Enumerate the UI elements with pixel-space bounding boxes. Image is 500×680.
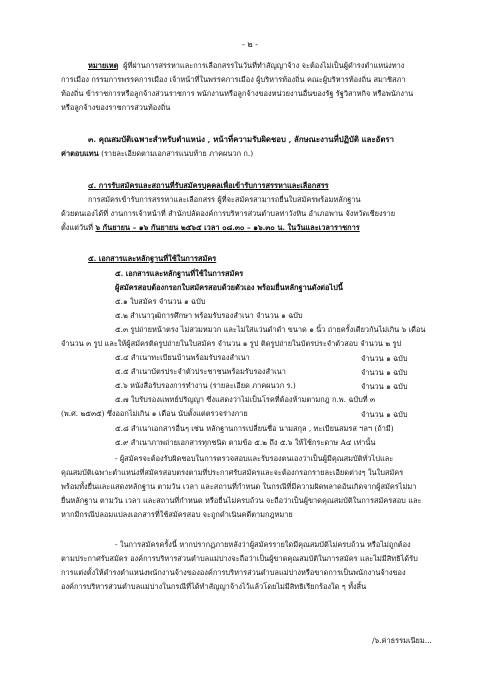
list-item: ๕.๙ สำเนาภาพถ่ายเอกสารทุกชนิด ตามข้อ ๕.๒ ถึง ๕.๖ ให้ใช้กระดาษ A๔ เท่านั้น bbox=[115, 438, 376, 447]
para1-line: - ผู้สมัครจะต้องรับผิดชอบในการตรวจสอบและรับรองตนเองว่าเป็นผู้มีคุณสมบัติทั่วไปและ bbox=[115, 454, 394, 463]
list-item: ๕.๓ รูปถ่ายหน้าตรง ไม่สวมหมวก และไม่ใส่แว่นดำดำ ขนาด ๑ นิ้ว ถ่ายครั้งเดียวกันไม่เกิน ๖ เดือน bbox=[115, 325, 426, 334]
list-item: ๕.๗ ใบรับรองแพทย์ปริญญา ซึ่งแสดงว่าไม่เป็นโรคที่ต้องห้ามตามกฎ ก.พ. ฉบับที่ ๓ bbox=[115, 395, 376, 404]
list-item-qty: จำนวน ๑ ฉบับ bbox=[361, 382, 408, 391]
section5-sub-heading-2: ผู้สมัครสอบต้องกรอกใบสมัครสอบด้วยตัวเอง พร้อมยื่นหลักฐานดังต่อไปนี้ bbox=[115, 283, 343, 292]
para2-line: - ในการสมัครครั้งนี้ หากปรากฏภายหลังว่าผู้สมัครรายใดมีคุณสมบัติไม่ครบถ้วน หรือไม่ถูกต้อง bbox=[115, 540, 411, 549]
section4-heading: ๔. การรับสมัครและสถานที่รับสมัครบุคคลเพื่อเข้ารับการสรรหาและเลือกสรร bbox=[88, 181, 329, 190]
para1-line: ยื่นหลักฐาน ตามวัน เวลา และสถานที่กำหนด หรือยื่นไม่ครบถ้วน จะถือว่าเป็นผู้ขาดคุณสมบัติในการสมัครสอบ และ bbox=[61, 496, 422, 505]
list-item: ๕.๔ สำเนาทะเบียนบ้านพร้อมรับรองสำเนา bbox=[115, 353, 250, 362]
section5-sub-heading: ๕. เอกสารและหลักฐานที่ใช้ในการสมัคร bbox=[115, 269, 244, 278]
para2-line: องค์การบริหารส่วนตำบลแม่ปางในกรณีที่ได้ทำสัญญาจ้างไว้แล้วโดยไม่มีสิทธิเรียกร้องใด ๆ ทั้งสิ้น bbox=[61, 582, 367, 591]
section3-line-2 bbox=[61, 149, 253, 158]
list-item: จำนวน ๓ รูป และให้ผู้สมัครติดรูปถ่ายในใบสมัคร จำนวน ๑ รูป ติดรูปถ่ายในบัตรประจำตัวสอบ จำนวน ๒ รูป bbox=[61, 339, 402, 348]
section5-heading: ๕. เอกสารและหลักฐานที่ใช้ในการสมัคร bbox=[88, 254, 217, 263]
list-item-qty: จำนวน ๑ ฉบับ bbox=[361, 410, 408, 419]
section4-line-3a: ตั้งแต่วันที่ bbox=[61, 223, 96, 232]
section4-line-2: ด้วยตนเองได้ที่ งานการเจ้าหน้าที่ สำนักปลัดองค์การบริหารส่วนตำบลท่าวังหิน อำเภอพาน จังหวัดเชียงราย bbox=[61, 209, 396, 218]
list-item-qty: จำนวน ๑ ฉบับ bbox=[361, 354, 408, 363]
list-item-qty: จำนวน ๑ ฉบับ bbox=[361, 368, 408, 377]
footer-continue: /๖.ค่าธรรมเนียม... bbox=[372, 636, 432, 645]
remark-label: หมายเหตุ bbox=[88, 61, 119, 70]
section4-dates: ๖ กันยายน – ๑๖ กันยายน ๒๕๖๕ เวลา ๐๘.๓๐ – ๑๖.๓๐ น. ในวันและเวลาราชการ bbox=[95, 223, 360, 232]
para1-line: หากมีกรณีปลอมแปลงเอกสารที่ใช้สมัครสอบ จะถูกดำเนินคดีตามกฎหมาย bbox=[61, 510, 293, 519]
section4-line-3 bbox=[61, 223, 360, 232]
remark-line-2: การเมือง กรรมการพรรคการเมือง เจ้าหน้าที่ในพรรคการเมือง ผู้บริหารท้องถิ่น คณะผู้บริหารท้องถิ่น สมาชิสภา bbox=[61, 75, 406, 84]
remark-line-4: หรือลูกจ้างของราชการส่วนท้องถิ่น bbox=[61, 103, 171, 112]
page-number: - ๒ - bbox=[242, 40, 258, 49]
list-item: ๕.๖ หนังสือรับรองการทำงาน (รายละเอียด ภาคผนวก ร.) bbox=[115, 381, 296, 390]
section3-bold: ค่าตอบแทน bbox=[61, 149, 99, 158]
section3-line-1: ๓. คุณสมบัติเฉพาะสำหรับตำแหน่ง , หน้าที่ความรับผิดชอบ , ลักษณะงานที่ปฏิบัติ และอัตรา bbox=[88, 135, 394, 144]
section4-line-1: การสมัครเข้ารับการสรรหาและเลือกสรร ผู้ที่จะสมัครสามารถยื่นใบสมัครพร้อมหลักฐาน bbox=[88, 195, 361, 204]
remark-line-3: ท้องถิ่น ข้าราชการหรือลูกจ้างส่วนราชการ พนักงานหรือลูกจ้างของหน่วยงานอื่นของรัฐ รัฐวิสาหกิจ หรือพนักงาน bbox=[61, 89, 414, 98]
para2-line: ตามประกาศรับสมัคร องค์การบริหารส่วนตำบลแม่ปางจะถือว่าเป็นผู้ขาดคุณสมบัติในการสมัคร และไม่มีสิทธิได้รับ bbox=[61, 554, 418, 563]
para1-line: พร้อมทั้งยื่นและแสดงหลักฐาน ตามวัน เวลา และสถานที่กำหนด ในกรณีที่มีความผิดพลาดอันเกิดจากผู้สมัครไม่มา bbox=[61, 482, 417, 491]
para1-line: คุณสมบัติเฉพาะตำแหน่งที่สมัครสอบตรงตามที่ประกาศรับสมัครและจะต้องกรอกรายละเอียดต่างๆ ในใบสมัคร bbox=[61, 468, 404, 477]
remark-text-1: ผู้ที่ผ่านการสรรหาและการเลือกสรรในวันที่ทำสัญญาจ้าง จะต้องไม่เป็นผู้ดำรงตำแหน่งทาง bbox=[123, 61, 405, 70]
list-item: ๕.๑ ใบสมัคร จำนวน ๑ ฉบับ bbox=[115, 297, 206, 306]
remark-line-1 bbox=[88, 61, 404, 70]
para2-line: การแต่งตั้งให้ดำรงตำแหน่งพนักงานจ้างขององค์การบริหารส่วนตำบลแม่ปางหรือขาดการเป็นพนักงานจ้างของ bbox=[61, 568, 406, 577]
list-item: ๕.๘ สำเนาเอกสารอื่นๆ เช่น หลักฐานการเปลี่ยนชื่อ นามสกุล , ทะเบียนสมรส ฯลฯ (ถ้ามี) bbox=[115, 424, 394, 433]
section3-rest: (รายละเอียดตามเอกสารแนบท้าย ภาคผนวก ก.) bbox=[98, 149, 254, 158]
list-item: ๕.๕ สำเนาบัตรประจำตัวประชาชนพร้อมรับรองสำเนา bbox=[115, 367, 286, 376]
list-item: (พ.ศ. ๒๕๓๕) ซึ่งออกไม่เกิน ๑ เดือน นับตั้งแต่ตรวจร่างกาย bbox=[61, 409, 248, 418]
list-item: ๕.๒ สำเนาวุฒิการศึกษา พร้อมรับรองสำเนา จำนวน ๑ ฉบับ bbox=[115, 311, 303, 320]
